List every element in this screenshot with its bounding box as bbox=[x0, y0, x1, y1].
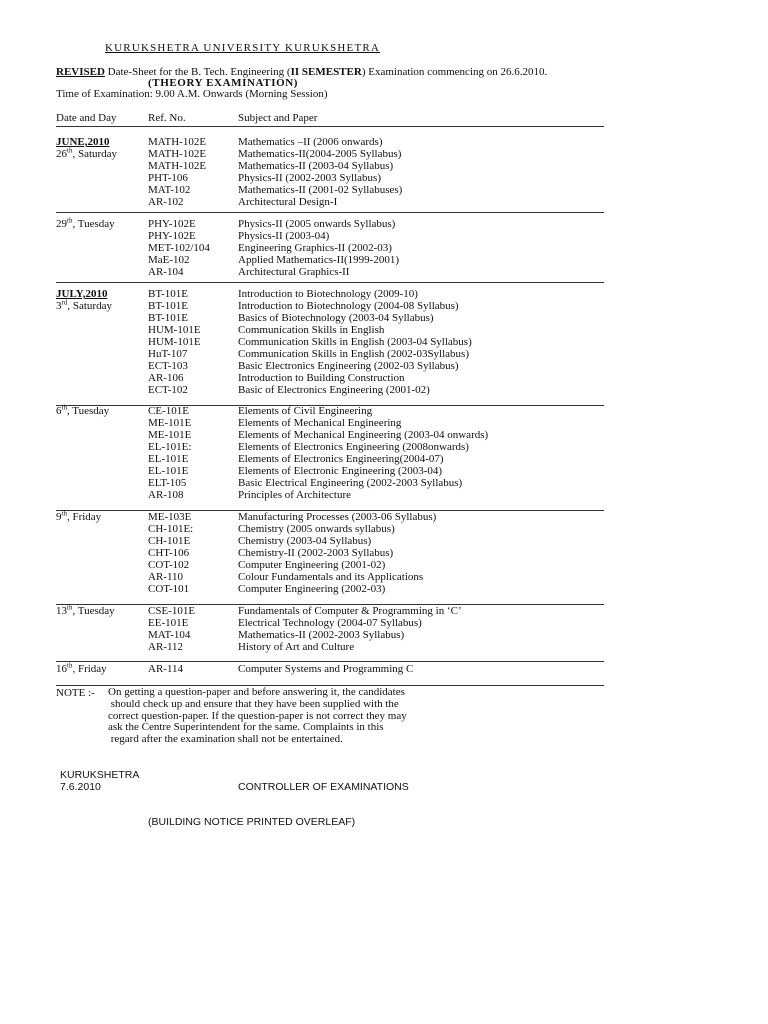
ref-number: AR-102 bbox=[148, 196, 184, 208]
university-title: KURUKSHETRA UNIVERSITY KURUKSHETRA bbox=[105, 42, 381, 54]
table-row bbox=[0, 641, 768, 653]
subject-paper: Introduction to Biotechnology (2009-10) bbox=[238, 288, 418, 300]
ref-number: HUM-101E bbox=[148, 324, 201, 336]
ref-number: PHY-102E bbox=[148, 230, 196, 242]
table-row bbox=[0, 136, 768, 148]
ref-number: EL-101E: bbox=[148, 441, 192, 453]
ref-number: COT-102 bbox=[148, 559, 190, 571]
table-row bbox=[0, 571, 768, 583]
table-row bbox=[0, 372, 768, 384]
subject-paper: Introduction to Building Construction bbox=[238, 372, 405, 384]
table-row bbox=[0, 336, 768, 348]
subject-paper: Computer Systems and Programming C bbox=[238, 663, 414, 675]
subject-paper: Elements of Mechanical Engineering (2003-04 onwards) bbox=[238, 429, 489, 441]
subject-paper: Mathematics-II (2002-2003 Syllabus) bbox=[238, 629, 405, 641]
subject-paper: Principles of Architecture bbox=[238, 489, 352, 501]
ref-number: PHY-102E bbox=[148, 218, 196, 230]
ref-number: ELT-105 bbox=[148, 477, 187, 489]
ref-number: MaE-102 bbox=[148, 254, 190, 266]
exam-date: 6th, Tuesday bbox=[56, 403, 110, 417]
subject-paper: Fundamentals of Computer & Programming in ‘C’ bbox=[238, 605, 462, 617]
ref-number: MET-102/104 bbox=[148, 242, 210, 254]
exam-date: 16th, Friday bbox=[56, 661, 107, 675]
table-row bbox=[0, 242, 768, 254]
subject-paper: Mathematics –II (2006 onwards) bbox=[238, 136, 383, 148]
note-label: NOTE :- bbox=[56, 687, 95, 699]
ref-number: EE-101E bbox=[148, 617, 189, 629]
ref-number: PHT-106 bbox=[148, 172, 188, 184]
subject-paper: Physics-II (2005 onwards Syllabus) bbox=[238, 218, 396, 230]
table-row bbox=[0, 629, 768, 641]
ref-number: AR-104 bbox=[148, 266, 184, 278]
column-header-ref: Ref. No. bbox=[148, 112, 186, 124]
subject-paper: Mathematics-II (2003-04 Syllabus) bbox=[238, 160, 394, 172]
table-row bbox=[0, 523, 768, 535]
table-row bbox=[0, 547, 768, 559]
issue-place: KURUKSHETRA bbox=[60, 769, 140, 781]
subject-paper: Elements of Mechanical Engineering bbox=[238, 417, 402, 429]
table-row bbox=[0, 583, 768, 595]
table-row bbox=[0, 417, 768, 429]
table-row bbox=[0, 465, 768, 477]
table-row bbox=[0, 535, 768, 547]
subject-paper: Communication Skills in English (2003-04 Syllabus) bbox=[238, 336, 472, 348]
month-heading: JULY,2010 bbox=[56, 288, 108, 300]
ref-number: AR-106 bbox=[148, 372, 184, 384]
table-row bbox=[0, 312, 768, 324]
subject-paper: Mathematics-II (2001-02 Syllabuses) bbox=[238, 184, 403, 196]
table-row bbox=[0, 511, 768, 523]
column-header-date: Date and Day bbox=[56, 112, 117, 124]
subject-paper: Electrical Technology (2004-07 Syllabus) bbox=[238, 617, 422, 629]
ref-number: ME-103E bbox=[148, 511, 192, 523]
table-row bbox=[0, 218, 768, 230]
ref-number: MATH-102E bbox=[148, 148, 207, 160]
table-row bbox=[0, 405, 768, 417]
ref-number: MAT-102 bbox=[148, 184, 191, 196]
table-row bbox=[0, 148, 768, 160]
subject-paper: Computer Engineering (2001-02) bbox=[238, 559, 386, 571]
ref-number: CH-101E: bbox=[148, 523, 194, 535]
subject-paper: Manufacturing Processes (2003-06 Syllabus) bbox=[238, 511, 437, 523]
ref-number: ECT-103 bbox=[148, 360, 188, 372]
table-row bbox=[0, 230, 768, 242]
subject-paper: Elements of Electronics Engineering (2008onwards) bbox=[238, 441, 469, 453]
ref-number: MAT-104 bbox=[148, 629, 191, 641]
table-row bbox=[0, 617, 768, 629]
ref-number: EL-101E bbox=[148, 465, 189, 477]
revised-label: REVISED bbox=[56, 66, 105, 78]
exam-date: 29th, Tuesday bbox=[56, 216, 115, 230]
exam-date: 9th, Friday bbox=[56, 509, 102, 523]
ref-number: EL-101E bbox=[148, 453, 189, 465]
table-row bbox=[0, 605, 768, 617]
exam-date: 13th, Tuesday bbox=[56, 603, 115, 617]
subject-paper: Elements of Electronic Engineering (2003-04) bbox=[238, 465, 443, 477]
table-row bbox=[0, 489, 768, 501]
note-text: On getting a question-paper and before answering it, the candidates should check up and ensure that they have been supplied with the correct question-paper. If the question-paper is not correct they may ask the Centre Superintendent for the same. Complaints in this regard after the examination shall not be entertained. bbox=[108, 686, 407, 746]
ref-number: CH-101E bbox=[148, 535, 191, 547]
subject-paper: History of Art and Culture bbox=[238, 641, 355, 653]
subject-paper: Communication Skills in English (2002-03Syllabus) bbox=[238, 348, 469, 360]
table-row bbox=[0, 384, 768, 396]
table-row bbox=[0, 360, 768, 372]
ref-number: AR-110 bbox=[148, 571, 184, 583]
table-row bbox=[0, 254, 768, 266]
ref-number: CSE-101E bbox=[148, 605, 196, 617]
subject-paper: Basic of Electronics Engineering (2001-02) bbox=[238, 384, 430, 396]
ref-number: ME-101E bbox=[148, 417, 192, 429]
subject-paper: Basic Electrical Engineering (2002-2003 Syllabus) bbox=[238, 477, 463, 489]
ref-number: BT-101E bbox=[148, 312, 188, 324]
subject-paper: Architectural Graphics-II bbox=[238, 266, 350, 278]
subject-paper: Elements of Civil Engineering bbox=[238, 405, 373, 417]
ref-number: BT-101E bbox=[148, 300, 188, 312]
ref-number: BT-101E bbox=[148, 288, 188, 300]
subject-paper: Basics of Biotechnology (2003-04 Syllabus) bbox=[238, 312, 434, 324]
subject-paper: Applied Mathematics-II(1999-2001) bbox=[238, 254, 399, 266]
subject-paper: Computer Engineering (2002-03) bbox=[238, 583, 386, 595]
table-row bbox=[0, 559, 768, 571]
semester-label: II SEMESTER bbox=[290, 66, 362, 78]
intro-part-a: Date-Sheet for the B. Tech. Engineering ( bbox=[104, 66, 291, 78]
subject-paper: Introduction to Biotechnology (2004-08 Syllabus) bbox=[238, 300, 459, 312]
exam-date: 26th, Saturday bbox=[56, 146, 118, 160]
subject-paper: Mathematics-II(2004-2005 Syllabus) bbox=[238, 148, 402, 160]
table-row bbox=[0, 441, 768, 453]
table-row bbox=[0, 429, 768, 441]
issue-date: 7.6.2010 bbox=[60, 781, 101, 793]
ref-number: HuT-107 bbox=[148, 348, 188, 360]
theory-exam-label: (THEORY EXAMINATION) bbox=[148, 77, 299, 89]
subject-paper: Chemistry-II (2002-2003 Syllabus) bbox=[238, 547, 394, 559]
ref-number: HUM-101E bbox=[148, 336, 201, 348]
table-row bbox=[0, 324, 768, 336]
subject-paper: Chemistry (2003-04 Syllabus) bbox=[238, 535, 372, 547]
subject-paper: Basic Electronics Engineering (2002-03 Syllabus) bbox=[238, 360, 459, 372]
table-row bbox=[0, 266, 768, 278]
intro-part-b: ) Examination commencing on 26.6.2010. bbox=[361, 66, 548, 78]
subject-paper: Physics-II (2002-2003 Syllabus) bbox=[238, 172, 381, 184]
subject-paper: Colour Fundamentals and its Applications bbox=[238, 571, 424, 583]
ref-number: AR-112 bbox=[148, 641, 184, 653]
subject-paper: Architectural Design-I bbox=[238, 196, 338, 208]
exam-date: 3rd, Saturday bbox=[56, 298, 112, 312]
month-heading: JUNE,2010 bbox=[56, 136, 110, 148]
ref-number: CE-101E bbox=[148, 405, 189, 417]
ref-number: MATH-102E bbox=[148, 160, 207, 172]
subject-paper: Elements of Electronics Engineering(2004-07) bbox=[238, 453, 444, 465]
ref-number: CHT-106 bbox=[148, 547, 190, 559]
table-row bbox=[0, 160, 768, 172]
ref-number: COT-101 bbox=[148, 583, 190, 595]
table-row bbox=[0, 288, 768, 300]
ref-number: ME-101E bbox=[148, 429, 192, 441]
table-row bbox=[0, 300, 768, 312]
exam-time: Time of Examination: 9.00 A.M. Onwards (Morning Session) bbox=[56, 88, 328, 100]
ref-number: AR-114 bbox=[148, 663, 184, 675]
table-row bbox=[0, 348, 768, 360]
overleaf-notice: (BUILDING NOTICE PRINTED OVERLEAF) bbox=[148, 816, 356, 828]
table-row bbox=[0, 453, 768, 465]
column-header-subject: Subject and Paper bbox=[238, 112, 318, 124]
controller-signature: CONTROLLER OF EXAMINATIONS bbox=[238, 781, 409, 793]
subject-paper: Physics-II (2003-04) bbox=[238, 230, 330, 242]
table-row bbox=[0, 477, 768, 489]
ref-number: MATH-102E bbox=[148, 136, 207, 148]
subject-paper: Chemistry (2005 onwards syllabus) bbox=[238, 523, 395, 535]
table-row bbox=[0, 663, 768, 675]
table-row bbox=[0, 196, 768, 208]
ref-number: ECT-102 bbox=[148, 384, 188, 396]
table-row bbox=[0, 172, 768, 184]
subject-paper: Communication Skills in English bbox=[238, 324, 385, 336]
table-row bbox=[0, 184, 768, 196]
ref-number: AR-108 bbox=[148, 489, 184, 501]
subject-paper: Engineering Graphics-II (2002-03) bbox=[238, 242, 392, 254]
